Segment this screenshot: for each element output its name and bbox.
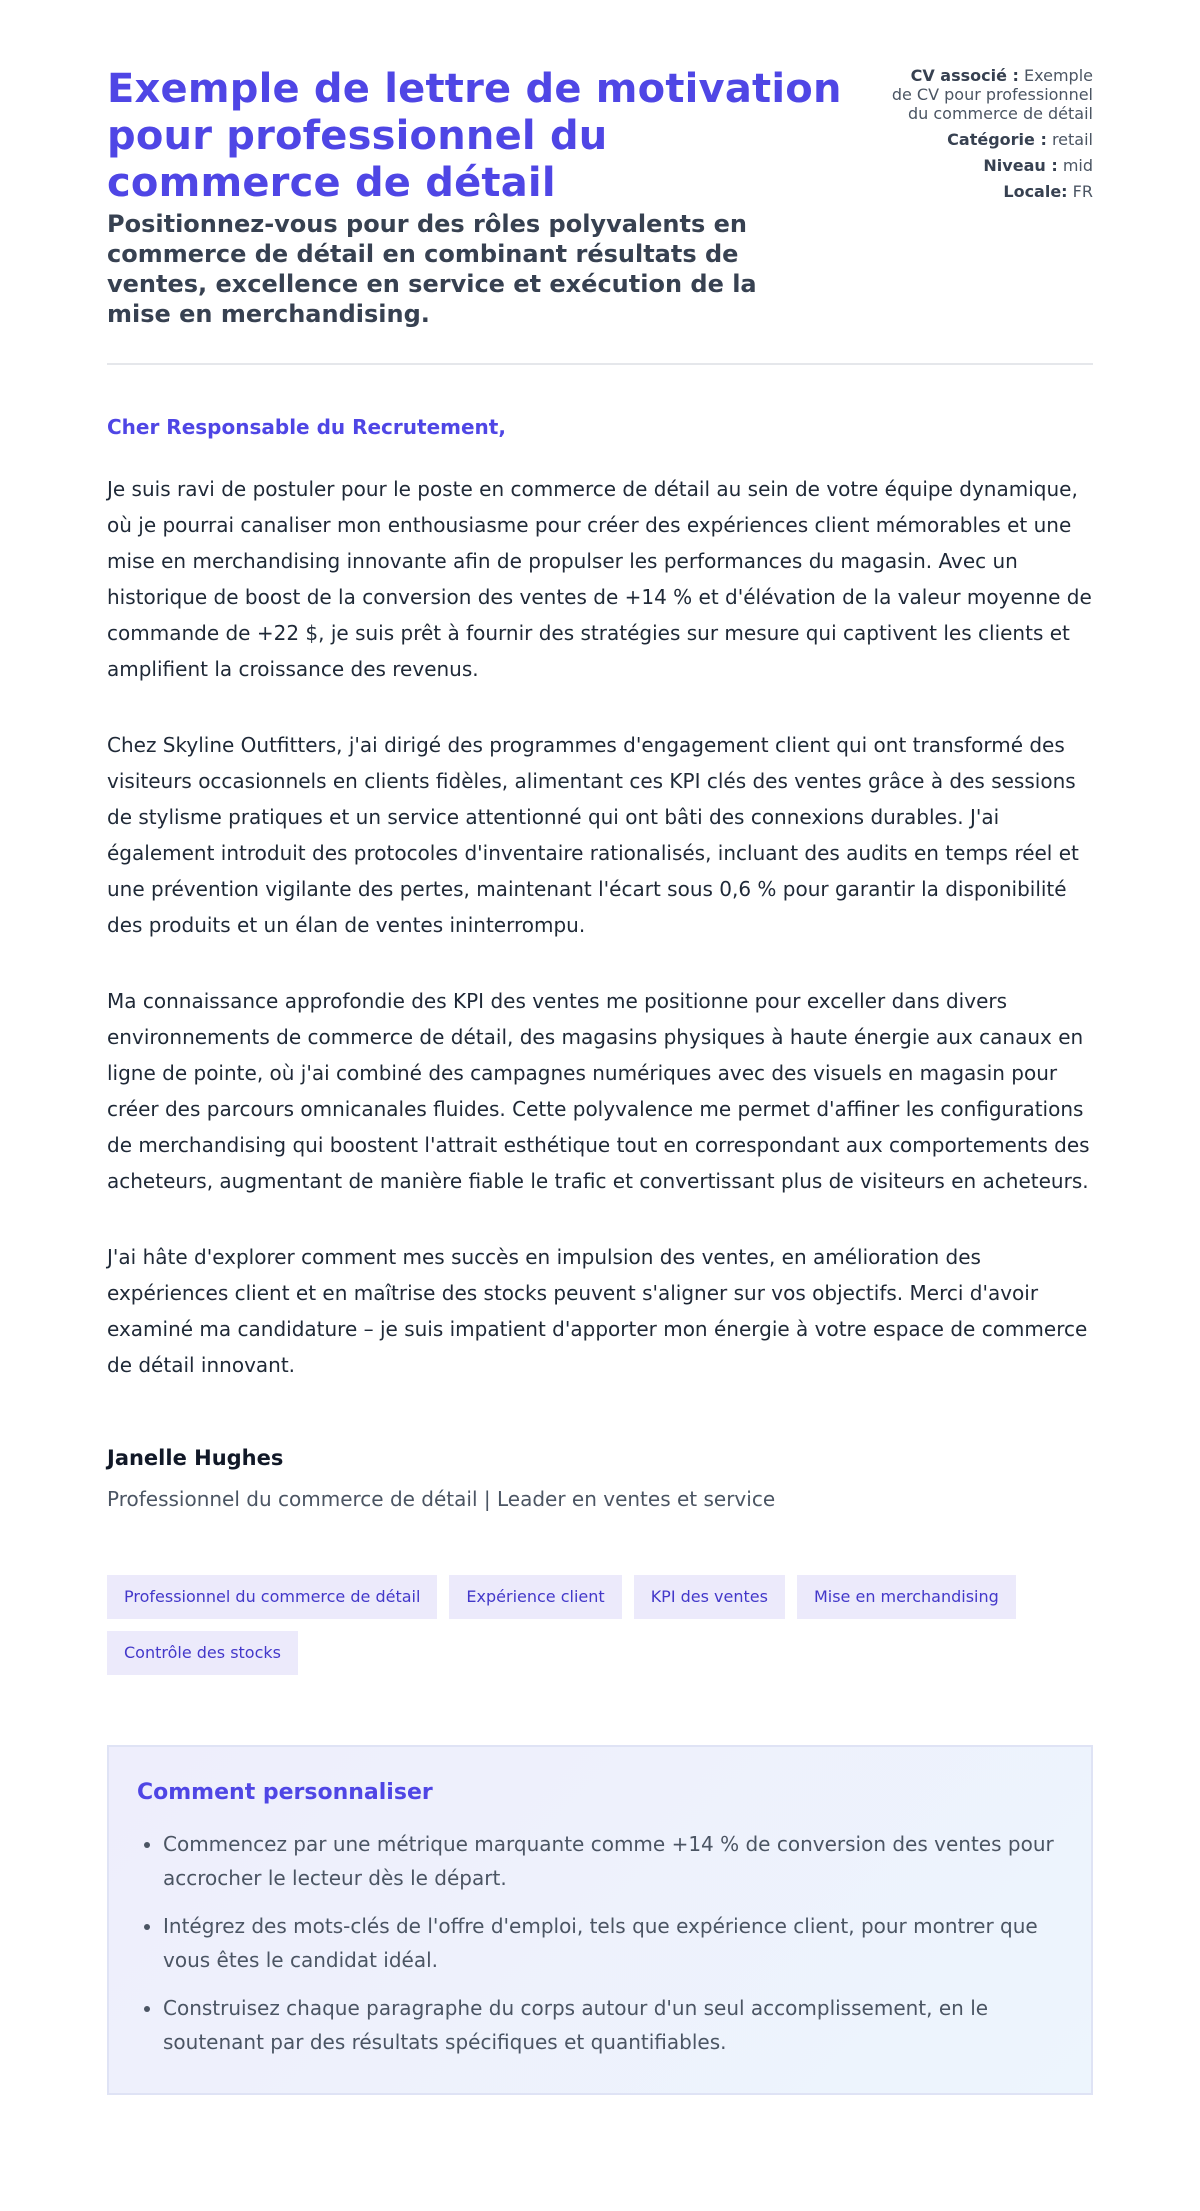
- letter-greeting: Cher Responsable du Recrutement,: [107, 415, 506, 439]
- header-titles: [107, 66, 847, 329]
- meta-category-label: Catégorie :: [947, 130, 1047, 149]
- meta-locale-label: Locale:: [1003, 182, 1068, 201]
- meta-cv-value: Exemple de CV pour professionnel du commerce de détail: [891, 66, 1093, 123]
- meta-category-value: retail: [1051, 130, 1093, 149]
- meta-cv: [888, 66, 1093, 123]
- letter-paragraph: Ma connaissance approfondie des KPI des ventes me positionne pour exceller dans divers environnements de commerce de détail, des magasins physiques à haute énergie aux canaux en ligne de pointe, où j'ai combiné des campagnes numériques avec des visuels en magasin pour créer des parcours omnicanales fluides. Cette polyvalence me permet d'affiner les configurations de merchandising qui boostent l'attrait esthétique tout en correspondant aux comportements des acheteurs, augmentant de manière fiable le trafic et convertissant plus de visiteurs en acheteurs.: [107, 989, 1090, 1193]
- keyword-tags: [107, 1575, 1093, 1675]
- keyword-tag: KPI des ventes: [634, 1575, 785, 1619]
- page-header: [107, 66, 1093, 365]
- keyword-tag: Expérience client: [449, 1575, 621, 1619]
- tips-title: Comment personnaliser: [137, 1780, 433, 1805]
- meta-locale-value: FR: [1072, 182, 1093, 201]
- letter-body: [107, 413, 1093, 1383]
- page-subtitle: Positionnez-vous pour des rôles polyvalents en commerce de détail en combinant résultats de ventes, excellence en service et exécution de la mise en merchandising.: [107, 210, 757, 328]
- tips-list: [137, 1827, 1063, 2059]
- signature-name: Janelle Hughes: [107, 1446, 284, 1470]
- letter-paragraph: J'ai hâte d'explorer comment mes succès en impulsion des ventes, en amélioration des expériences client et en maîtrise des stocks peuvent s'aligner sur vos objectifs. Merci d'avoir examiné ma candidature – je suis impatient d'apporter mon énergie à votre espace de commerce de détail innovant.: [107, 1245, 1088, 1377]
- keyword-tag: Professionnel du commerce de détail: [107, 1575, 437, 1619]
- meta-level-label: Niveau :: [983, 156, 1058, 175]
- keyword-tag: Contrôle des stocks: [107, 1631, 298, 1675]
- tip-item: • Construisez chaque paragraphe du corps autour d'un seul accomplissement, en le soutenant par des résultats spécifiques et quantifiables.: [163, 1991, 1063, 2059]
- metadata-panel: [888, 66, 1093, 208]
- tip-item: • Intégrez des mots-clés de l'offre d'emploi, tels que expérience client, pour montrer que vous êtes le candidat idéal.: [163, 1909, 1063, 1977]
- meta-category: [888, 130, 1093, 149]
- tip-item: • Commencez par une métrique marquante comme +14 % de conversion des ventes pour accrocher le lecteur dès le départ.: [163, 1827, 1063, 1895]
- meta-level: [888, 156, 1093, 175]
- page-title: Exemple de lettre de motivation pour professionnel du commerce de détail: [107, 66, 842, 206]
- meta-locale: [888, 182, 1093, 201]
- meta-level-value: mid: [1062, 156, 1093, 175]
- signature-block: [107, 1443, 1093, 1513]
- keyword-tag: Mise en merchandising: [797, 1575, 1016, 1619]
- customization-tips-box: [107, 1745, 1093, 2095]
- signature-title: Professionnel du commerce de détail | Leader en ventes et service: [107, 1487, 776, 1511]
- letter-paragraph: Chez Skyline Outfitters, j'ai dirigé des programmes d'engagement client qui ont transformé des visiteurs occasionnels en clients fidèles, alimentant ces KPI clés des ventes grâce à des sessions de stylisme pratiques et un service attentionné qui ont bâti des connexions durables. J'ai également introduit des protocoles d'inventaire rationalisés, incluant des audits en temps réel et une prévention vigilante des pertes, maintenant l'écart sous 0,6 % pour garantir la disponibilité des produits et un élan de ventes ininterrompu.: [107, 733, 1079, 937]
- letter-paragraph: Je suis ravi de postuler pour le poste en commerce de détail au sein de votre équipe dynamique, où je pourrai canaliser mon enthousiasme pour créer des expériences client mémorables et une mise en merchandising innovante afin de propulser les performances du magasin. Avec un historique de boost de la conversion des ventes de +14 % et d'élévation de la valeur moyenne de commande de +22 $, je suis prêt à fournir des stratégies sur mesure qui captivent les clients et amplifient la croissance des revenus.: [107, 477, 1092, 681]
- cover-letter-page: [107, 0, 1093, 2095]
- meta-cv-label: CV associé :: [910, 66, 1019, 85]
